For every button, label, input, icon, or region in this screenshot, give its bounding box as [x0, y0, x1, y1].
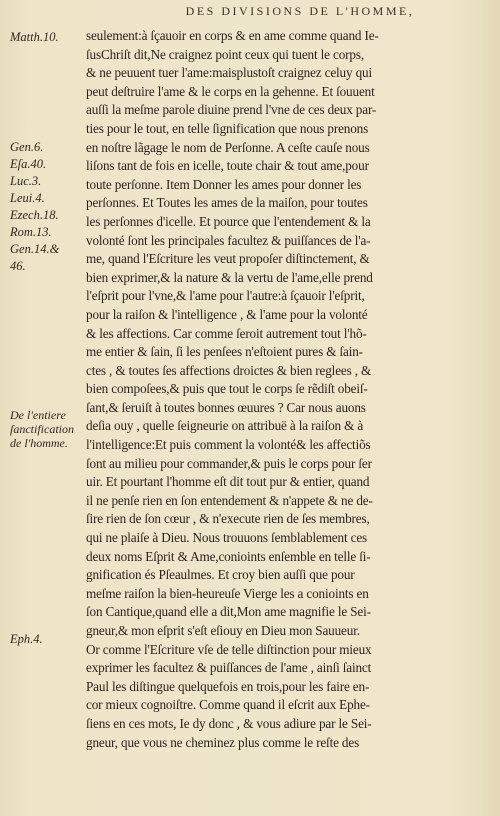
text-line: peut deſtruire l'ame & le corps en la gehenne. Et ſouuent	[86, 83, 375, 99]
text-line: ſont au milieu pour commander,& puis le corps pour ſer	[86, 455, 372, 471]
text-line: gnification és Pſeaulmes. Et croy bien auſſi que pour	[86, 567, 355, 583]
margin-note-sanctification-line1: De l'entiere	[10, 408, 66, 422]
text-line: meſme raiſon la bien-heureuſe Vierge les a conioints en	[86, 585, 369, 601]
margin-note-ezech: Ezech.18.	[10, 208, 59, 222]
text-line: toute perſonne. Item Donner les ames pour donner les	[86, 176, 362, 192]
text-line: bien exprimer,& la nature & la vertu de l'ame,elle prend	[86, 269, 373, 285]
text-line: & les affections. Car comme ſeroit autrement tout l'hõ-	[86, 325, 367, 341]
text-line: exprimer les facultez & puiſſances de l'ame , ainſi ſainct	[86, 660, 372, 676]
text-line: cor mieux cognoiſtre. Comme quand il eſcrit aux Ephe-	[86, 697, 370, 713]
text-line: ſant,& ſeruiſt à toutes bonnes œuures ? Car nous auons	[86, 399, 366, 415]
text-line: il ne penſe rien en ſon entendement & n'appete & ne de-	[86, 492, 373, 508]
text-line: ties pour le tout, en telle ſignification que nous prenons	[86, 120, 369, 136]
body-text	[86, 27, 474, 752]
margin-note-rom: Rom.13.	[10, 225, 52, 239]
text-line: les perſonnes d'icelle. Et pource que l'entendement & la	[86, 213, 371, 229]
text-line: ſusChriſt dit,Ne craignez point ceux qui tuent le corps,	[86, 46, 364, 62]
text-line: volonté ſont les principales facultez & puiſſances de l'a-	[86, 232, 371, 248]
margin-note-sanctification-line2: ſanctification	[10, 422, 74, 436]
margin-note-sanctification	[10, 408, 74, 450]
text-line: qui ne plaiſe à Dieu. Nous trouuons ſemblablement ces	[86, 530, 368, 546]
text-line: deſia ouy , quelle ſeigneurie on attribuë à la raiſon & à	[86, 418, 364, 434]
text-line: perſonnes. Et Toutes les ames de la maiſon, pour toutes	[86, 195, 368, 211]
margin-note-sanctification-line3: de l'homme.	[10, 436, 68, 450]
text-line: uir. Et pourtant l'homme eſt dit tout pur & entier, quand	[86, 474, 370, 490]
text-line: seulement:à ſçauoir en corps & en ame comme quand Ie-	[86, 28, 379, 43]
text-line: Paul les diſtingue quelquefois en trois,pour les faire en-	[86, 678, 370, 694]
margin-note-luc: Luc.3.	[10, 174, 42, 188]
text-line: & ne peuuent tuer l'ame:maisplustoſt craignez celuy qui	[86, 65, 372, 81]
text-line: ſiens en ces mots, Ie dy donc , & vous adiure par le Sei-	[86, 715, 372, 731]
margin-notes	[0, 0, 86, 816]
text-line: ctes , & toutes ſes affections droictes & bien reglees , &	[86, 362, 372, 378]
margin-note-esa: Eſa.40.	[10, 157, 47, 171]
text-line: bien compoſees,& puis que tout le corps ſe rẽdiſt obeiſ-	[86, 381, 368, 397]
text-line: en noſtre lãgage le nom de Perſonne. A ceſte cauſe nous	[86, 139, 370, 155]
margin-note-leui: Leui.4.	[10, 191, 45, 205]
text-line: liſons tant de fois en icelle, toute chair & tout ame,pour	[86, 158, 369, 174]
text-line: gneur, que vous ne cheminez plus comme le reſte des	[86, 734, 360, 750]
text-line: ſire rien de ſon cœur , & n'execute rien de ſes membres,	[86, 511, 370, 527]
text-line: Or comme l'Eſcriture vſe de telle diſtinction pour mieux	[86, 641, 372, 657]
text-line: me, quand l'Eſcriture les veut propoſer diſtinctement, &	[86, 251, 370, 267]
margin-note-gen6: Gen.6.	[10, 140, 44, 154]
running-head: DES DIVISIONS DE L'HOMME,	[185, 4, 415, 18]
text-line: auſſi la meſme parole diuine prend l'vne de ces deux par-	[86, 102, 377, 118]
text-line: l'intelligence:Et puis comment la volonté& les affectiõs	[86, 437, 371, 453]
margin-note-matth: Matth.10.	[10, 30, 59, 44]
margin-note-46: 46.	[10, 259, 26, 273]
text-line: ſon Cantique,quand elle a dit,Mon ame magnifie le Sei-	[86, 604, 371, 620]
text-line: deux noms Eſprit & Ame,conioints enſemble en telle ſi-	[86, 548, 371, 564]
text-line: l'eſprit pour l'vne,& l'ame pour l'autre:à ſçauoir l'eſprit,	[86, 288, 365, 304]
text-line: pour la raiſon & l'intelligence , & l'ame pour la volonté	[86, 306, 368, 322]
margin-note-gen14: Gen.14.&	[10, 242, 60, 256]
margin-note-eph: Eph.4.	[10, 632, 43, 646]
text-line: gneur,& mon eſprit s'eſt eſiouy en Dieu mon Sauueur.	[86, 623, 360, 638]
text-line: me entier & ſain, ſi les penſees n'eſtoient pures & ſain-	[86, 344, 363, 360]
